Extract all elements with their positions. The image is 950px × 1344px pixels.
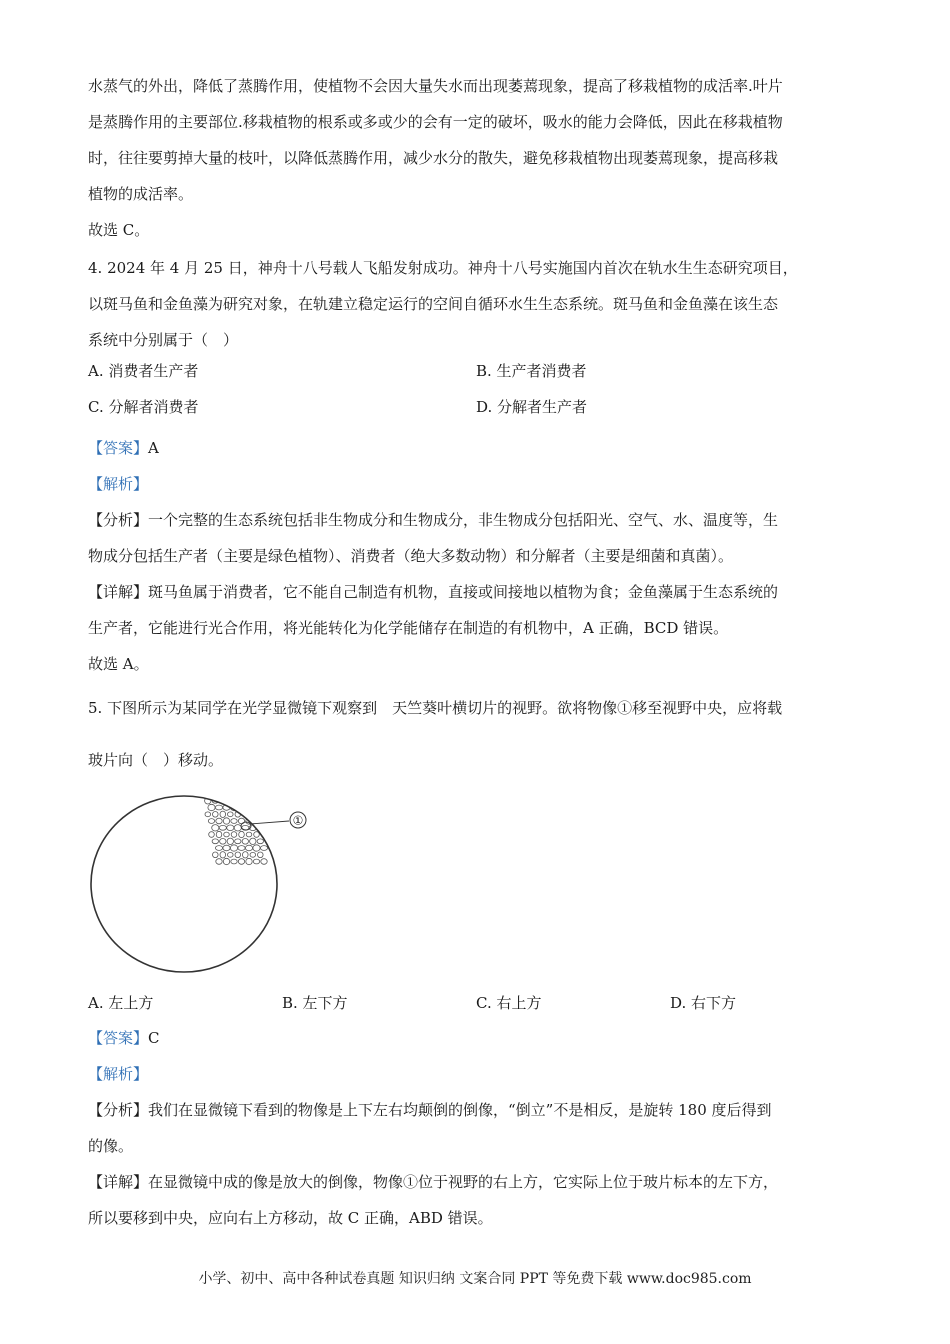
leaf-cell [212, 839, 218, 844]
leaf-cell [209, 832, 215, 838]
leaf-cell [220, 852, 226, 858]
leaf-cell [227, 798, 233, 804]
analysis-tag: 【解析】 [88, 475, 149, 493]
leaf-cell [239, 831, 245, 837]
leaf-cell [215, 846, 222, 851]
answer-line [88, 1020, 868, 1056]
leaf-cell [246, 792, 252, 797]
leaf-cell [213, 812, 219, 818]
leaf-cell [260, 805, 267, 810]
question-5-stem [88, 690, 868, 778]
leaf-cell [257, 798, 263, 803]
analysis-line [88, 466, 868, 502]
leaf-cell [231, 819, 237, 824]
xiangjie-tag: 【详解】 [88, 583, 149, 601]
leaf-cell [253, 859, 259, 864]
leaf-cell [223, 818, 229, 824]
text-line: 物成分包括生产者（主要是绿色植物）、消费者（绝大多数动物）和分解者（主要是细菌和真菌）。 [88, 547, 734, 565]
xiangjie-tag: 【详解】 [88, 1173, 149, 1191]
leaf-cell [235, 852, 241, 858]
answer-tag: 【答案】 [88, 1029, 149, 1047]
leaf-cell [231, 791, 237, 797]
text-line: 5. 下图所示为某同学在光学显微镜下观察到 天竺葵叶横切片的视野。欲将物像①移至视野中央，应将载 [88, 699, 783, 717]
analysis-tag: 【解析】 [88, 1065, 149, 1083]
fenxi-text: 一个完整的生态系统包括非生物成分和生物成分，非生物成分包括阳光、空气、水、温度等，生 [148, 511, 779, 529]
text-line: 以斑马鱼和金鱼藻为研究对象，在轨建立稳定运行的空间自循环水生生态系统。斑马鱼和金鱼藻在该生态 [88, 295, 779, 313]
leaf-cell [208, 819, 214, 824]
leaf-cell [250, 798, 256, 804]
leaf-cell [216, 818, 222, 824]
figure-label: ① [292, 813, 304, 828]
leaf-cell [212, 825, 219, 831]
text-line: 4. 2024 年 4 月 25 日，神舟十八号载人飞船发射成功。神舟十八号实施国内首次在轨水生生态研究项目， [88, 259, 798, 277]
leaf-cell [227, 838, 233, 844]
fenxi-tag: 【分析】 [88, 511, 149, 529]
option-d: D. 右下方 [670, 994, 737, 1012]
leaf-cell [235, 798, 241, 803]
text-line: 生产者，它能进行光合作用，将光能转化为化学能储存在制造的有机物中，A 正确，BCD 错误。 [88, 619, 729, 637]
option-c: C. 右上方 [476, 994, 542, 1012]
cell-cluster [201, 791, 267, 865]
analysis-line [88, 1056, 868, 1092]
text-line: 系统中分别属于（ ） [88, 331, 239, 349]
leaf-cell [238, 846, 245, 851]
xiangjie-line [88, 574, 868, 610]
leaf-cell [253, 845, 260, 851]
fenxi-line [88, 502, 868, 538]
leaf-cell [231, 832, 237, 838]
leaf-cell [224, 832, 230, 837]
leaf-cell [231, 859, 237, 864]
leaf-cell [201, 792, 207, 797]
field-of-view-svg [86, 790, 326, 980]
leaf-cell [213, 852, 219, 858]
leaf-cell [216, 859, 222, 865]
leaf-cell [205, 812, 211, 817]
xiangjie-text: 斑马鱼属于消费者，它不能自己制造有机物，直接或间接地以植物为食；金鱼藻属于生态系统的 [148, 583, 779, 601]
text-line: 植物的成活率。 [88, 185, 194, 203]
option-b: B. 左下方 [282, 994, 348, 1012]
text-line: 玻片向（ ）移动。 [88, 751, 224, 769]
option-a: A. 左上方 [88, 994, 154, 1012]
leaf-cell [246, 858, 252, 864]
leaf-cell [253, 819, 259, 824]
leaf-cell [219, 825, 226, 830]
fenxi-tag: 【分析】 [88, 1101, 149, 1119]
option-b: B. 生产者消费者 [476, 362, 587, 380]
text-line: 的像。 [88, 1137, 134, 1155]
leaf-cell [254, 791, 260, 797]
question-5-solution [88, 1020, 868, 1236]
leaf-cell [224, 792, 230, 797]
q3-explanation [88, 68, 868, 248]
leaf-cell [245, 845, 252, 851]
leaf-cell [242, 798, 248, 804]
text-line: 是蒸腾作用的主要部位.移栽植物的根系或多或少的会有一定的破坏，吸水的能力会降低，因此在移栽植物 [88, 113, 783, 131]
leaf-cell [227, 825, 234, 831]
leaf-cell [250, 852, 256, 857]
leaf-cell [250, 838, 256, 844]
xiangjie-line [88, 1164, 868, 1200]
leaf-cell [242, 839, 248, 845]
leaf-cell [216, 791, 222, 797]
leaf-cell [239, 791, 245, 797]
text-line: 所以要移到中央，应向右上方移动，故 C 正确，ABD 错误。 [88, 1209, 493, 1227]
leaf-cell [246, 832, 252, 837]
leaf-cell [261, 791, 267, 797]
leaf-cell [257, 839, 263, 844]
leaf-cell [261, 859, 267, 865]
leaf-cell [209, 791, 215, 797]
leaf-cell [238, 805, 245, 810]
answer-value: A [148, 439, 159, 457]
leaf-cell [260, 846, 267, 851]
leaf-cell [228, 812, 234, 817]
question-4-solution [88, 430, 868, 682]
leaf-cell [250, 812, 256, 817]
leaf-cell [245, 805, 252, 811]
leaf-cell [235, 839, 241, 844]
leaf-cell [220, 839, 226, 845]
leaf-cell [238, 859, 244, 865]
microscope-field-figure [86, 790, 326, 980]
fenxi-line [88, 1092, 868, 1128]
leaf-cell [234, 825, 241, 831]
leaf-cell [215, 805, 222, 810]
text-line: 时，往往要剪掉大量的枝叶，以降低蒸腾作用，减少水分的散失，避免移栽植物出现萎蔫现象，提高移栽 [88, 149, 779, 167]
answer-value: C [148, 1029, 160, 1047]
leaf-cell [253, 804, 260, 810]
option-c: C. 分解者消费者 [88, 398, 199, 416]
option-d: D. 分解者生产者 [476, 398, 588, 416]
leaf-cell [238, 818, 244, 824]
option-a: A. 消费者生产者 [88, 362, 199, 380]
fenxi-text: 我们在显微镜下看到的物像是上下左右均颠倒的倒像，“倒立”不是相反，是旋转 180 度后得到 [148, 1101, 772, 1119]
answer-tag: 【答案】 [88, 439, 149, 457]
xiangjie-text: 在显微镜中成的像是放大的倒像，物像①位于视野的右上方，它实际上位于玻片标本的左下方， [148, 1173, 779, 1191]
page-footer: 小学、初中、高中各种试卷真题 知识归纳 文案合同 PPT 等免费下载 www.doc985.com [198, 1271, 752, 1287]
leaf-cell [258, 812, 264, 818]
leaf-cell [216, 831, 222, 837]
text-line: 水蒸气的外出，降低了蒸腾作用，使植物不会因大量失水而出现萎蔫现象，提高了移栽植物的成活率.叶片 [88, 77, 783, 95]
leaf-cell [243, 852, 249, 858]
leaf-cell [228, 852, 234, 857]
leaf-cell [220, 811, 226, 817]
conclusion-line: 故选 C。 [88, 221, 150, 239]
leaf-cell [230, 845, 237, 851]
leaf-cell [223, 845, 230, 851]
conclusion-line: 故选 A。 [88, 655, 149, 673]
answer-line [88, 430, 868, 466]
leaf-cell [223, 858, 229, 864]
question-4-stem [88, 250, 868, 358]
leaf-cell [258, 852, 264, 858]
pointer-line [250, 821, 289, 824]
leaf-cell [208, 804, 215, 810]
